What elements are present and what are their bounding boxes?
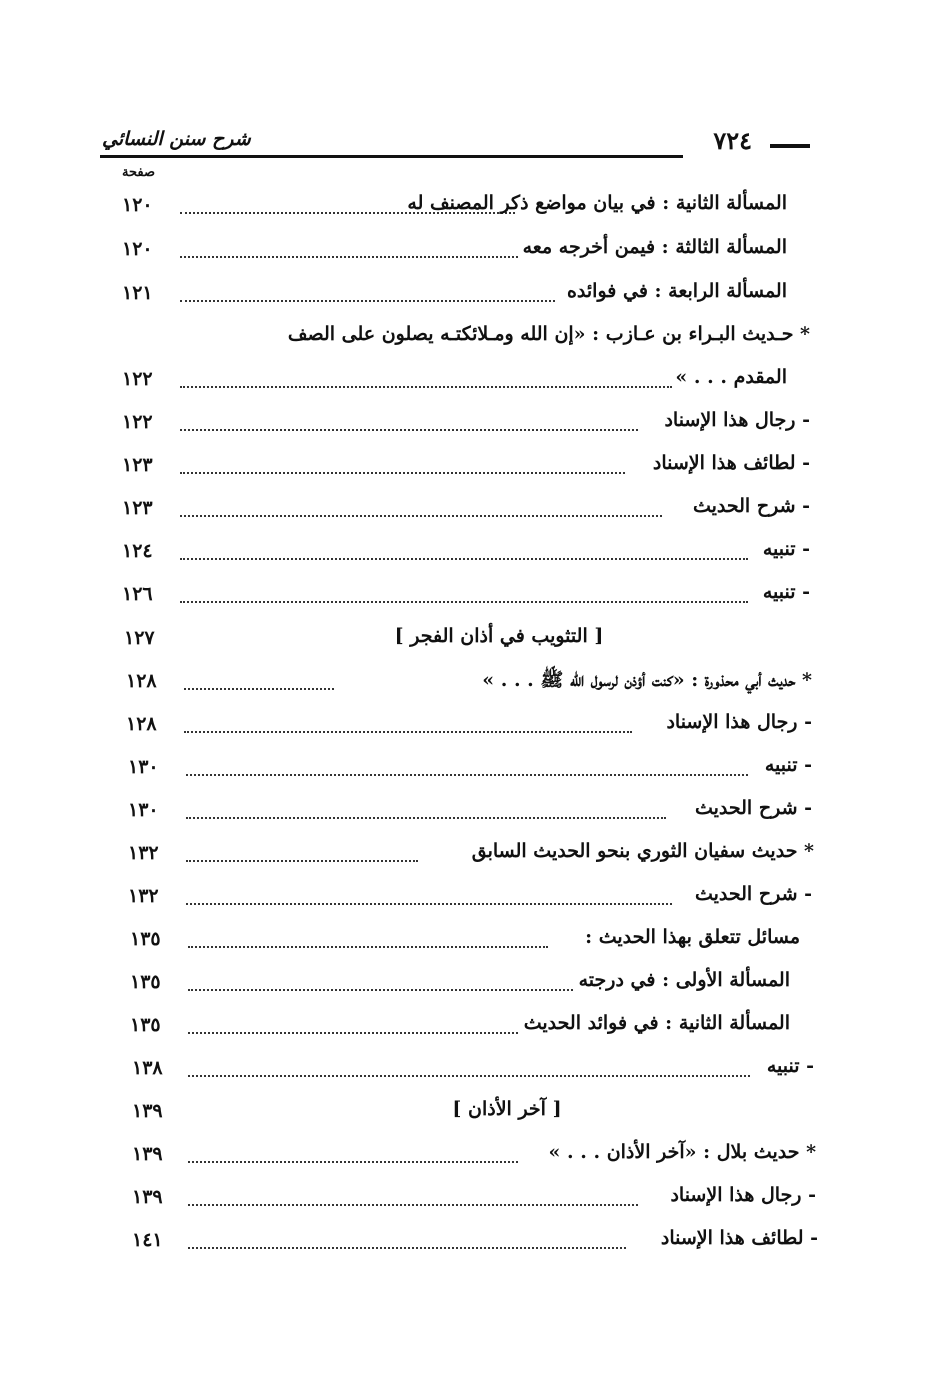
- toc-entry: [128, 754, 812, 788]
- leader-dots: [186, 817, 666, 819]
- page-ref: ١٢٧: [124, 627, 155, 649]
- toc-entry: [122, 452, 810, 486]
- leader-dots: [186, 860, 418, 862]
- leader-dots: [180, 472, 625, 474]
- entry-text: المسألة الرابعة : في فوائده: [566, 280, 787, 302]
- toc-entry: [122, 280, 787, 314]
- page-ref: ١٢٨: [126, 670, 157, 692]
- entry-text: - تنبيه: [762, 581, 810, 603]
- entry-text: * حديث بلال : «آخر الأذان . . . »: [548, 1141, 816, 1163]
- page-ref: ١٣٩: [132, 1143, 163, 1165]
- leader-dots: [180, 429, 638, 431]
- page-ref: ١٢٣: [122, 497, 153, 519]
- page-ref: ١٤١: [132, 1229, 163, 1251]
- entry-text: - تنبيه: [766, 1055, 814, 1077]
- page-ref: ١٣٩: [132, 1186, 163, 1208]
- entry-text: المقدم . . . »: [675, 366, 787, 388]
- toc-entry: [130, 926, 800, 960]
- page-ref: ١٣٢: [128, 842, 159, 864]
- toc-entry: [130, 969, 790, 1003]
- page-number: ٧٢٤: [713, 126, 752, 155]
- section-heading: [ آخر الأذان ]: [452, 1098, 562, 1120]
- page-ref: ١٣٥: [130, 1014, 161, 1036]
- leader-dots: [180, 386, 672, 388]
- entry-text: * حـديث البـراء بن عـازب : «إن الله ومـلائكتـه يصلون على الصف: [287, 323, 810, 345]
- toc-entry: [132, 1141, 816, 1175]
- toc-entry: [132, 1227, 818, 1261]
- header-rule: [100, 155, 683, 158]
- page-ref: ١٣٩: [132, 1100, 163, 1122]
- toc-entry: [128, 883, 812, 917]
- entry-text: المسألة الثانية : في فوائد الحديث: [523, 1012, 790, 1034]
- entry-text: - رجال هذا الإسناد: [666, 711, 812, 733]
- page-ref: ١٣٨: [132, 1057, 163, 1079]
- toc-entry: [130, 1012, 790, 1046]
- page-column-label: صفحة: [122, 165, 155, 180]
- page-ref: ١٢٢: [122, 368, 153, 390]
- page-ref: ١٢٢: [122, 411, 153, 433]
- toc-entry: [122, 366, 787, 400]
- toc-section-heading: [124, 625, 810, 659]
- entry-text: مسائل تتعلق بهذا الحديث :: [585, 926, 800, 948]
- toc-entry: [122, 236, 787, 270]
- page-ref: ١٢١: [122, 282, 153, 304]
- entry-text: - شرح الحديث: [694, 883, 812, 905]
- page-ref: ١٢٣: [122, 454, 153, 476]
- leader-dots: [188, 1075, 750, 1077]
- toc-entry: [122, 581, 810, 615]
- entry-text: - شرح الحديث: [694, 797, 812, 819]
- leader-dots: [188, 989, 573, 991]
- entry-text: - لطائف هذا الإسناد: [660, 1227, 818, 1249]
- toc-section-heading: [132, 1098, 814, 1132]
- entry-text: - لطائف هذا الإسناد: [652, 452, 810, 474]
- leader-dots: [188, 1161, 518, 1163]
- entry-text: - رجال هذا الإسناد: [664, 409, 810, 431]
- toc-entry: [128, 797, 812, 831]
- leader-dots: [180, 601, 748, 603]
- entry-text: - تنبيه: [764, 754, 812, 776]
- page-ref: ١٢٨: [126, 713, 157, 735]
- toc-entry: [126, 668, 812, 702]
- page-ref: ١٣٥: [130, 928, 161, 950]
- toc-entry: [122, 323, 810, 357]
- entry-text: - رجال هذا الإسناد: [670, 1184, 816, 1206]
- leader-dots: [180, 558, 748, 560]
- leader-dots: [184, 731, 632, 733]
- toc-entry: [132, 1184, 816, 1218]
- page-ref: ١٣٥: [130, 971, 161, 993]
- leader-dots: [180, 256, 518, 258]
- leader-dots: [186, 774, 748, 776]
- page-header: [100, 128, 810, 164]
- leader-dots: [188, 946, 548, 948]
- leader-dots: [188, 1032, 518, 1034]
- leader-dots: [180, 300, 555, 302]
- leader-dots: [186, 903, 672, 905]
- book-title: شرح سنن النسائي: [102, 128, 251, 150]
- toc-entry: [122, 192, 787, 226]
- page-ref: ١٣٢: [128, 885, 159, 907]
- header-dash: [770, 144, 810, 148]
- toc-entry: [122, 495, 810, 529]
- page-ref: ١٣٠: [128, 799, 159, 821]
- toc-entry: [122, 538, 810, 572]
- toc-entry: [128, 840, 814, 874]
- entry-text: - تنبيه: [762, 538, 810, 560]
- leader-dots: [180, 515, 662, 517]
- leader-dots: [188, 1204, 638, 1206]
- toc-entry: [122, 409, 810, 443]
- page-ref: ١٣٠: [128, 756, 159, 778]
- page-ref: ١٢٠: [122, 238, 153, 260]
- toc-entry: [132, 1055, 814, 1089]
- entry-text: المسألة الثانية : في بيان مواضع ذكر المصنف له: [407, 192, 787, 214]
- page-ref: ١٢٦: [122, 583, 153, 605]
- entry-text: المسألة الأولى : في درجته: [578, 969, 790, 991]
- toc-entry: [126, 711, 812, 745]
- entry-text: * حديث أبي محذورة : «كنت أؤذن لرسول الله ﷺ . . . »: [482, 669, 812, 691]
- entry-text: * حديث سفيان الثوري بنحو الحديث السابق: [471, 840, 814, 862]
- page-ref: ١٢٠: [122, 194, 153, 216]
- entry-text: المسألة الثالثة : فيمن أخرجه معه: [522, 236, 787, 258]
- leader-dots: [184, 688, 334, 690]
- entry-text: - شرح الحديث: [692, 495, 810, 517]
- page-ref: ١٢٤: [122, 540, 153, 562]
- leader-dots: [188, 1247, 626, 1249]
- section-heading: [ التثويب في أذان الفجر ]: [394, 625, 604, 647]
